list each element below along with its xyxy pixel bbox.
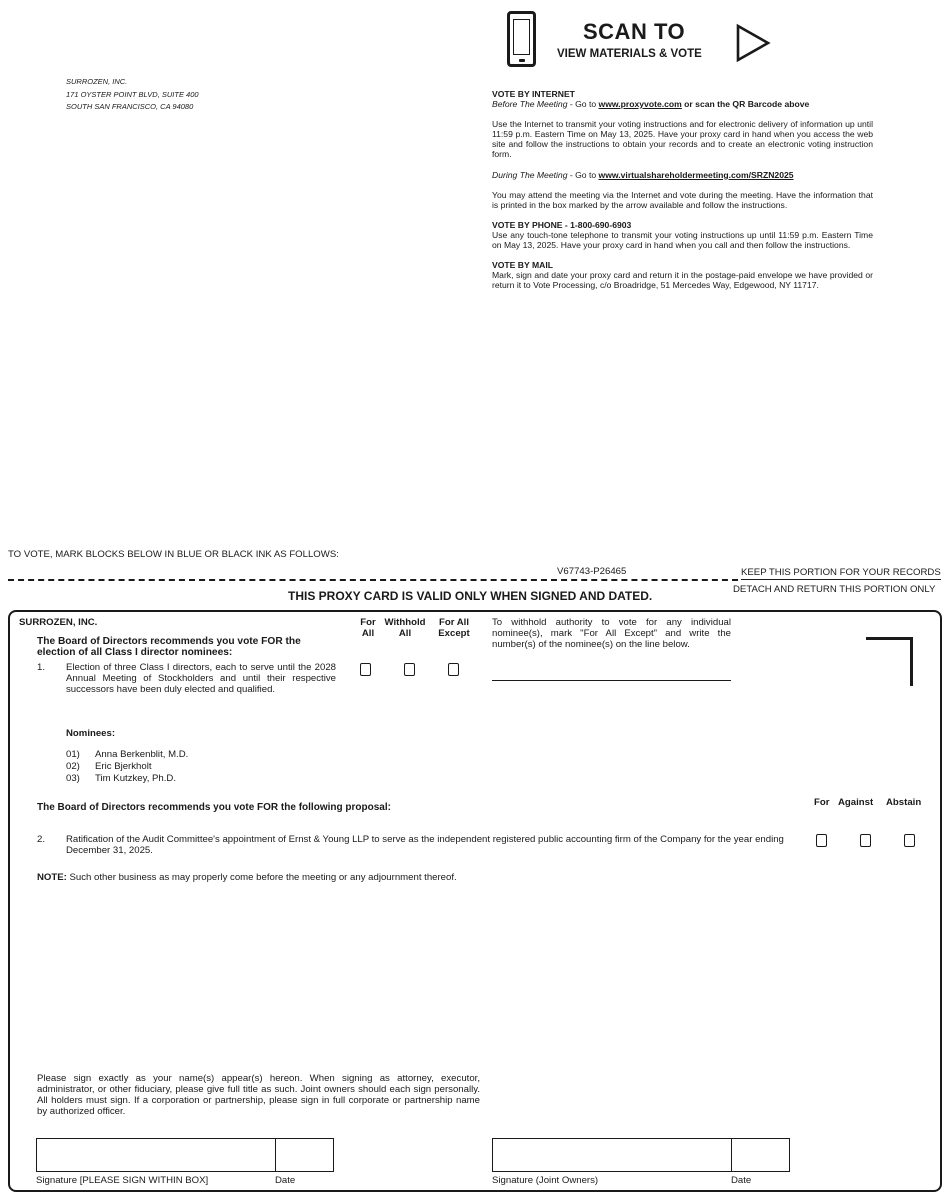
joint-date-box[interactable] — [731, 1138, 790, 1172]
nominee-name: Tim Kutzkey, Ph.D. — [95, 773, 177, 784]
nominee-number: 03) — [66, 773, 80, 784]
nominee-number: 02) — [66, 761, 80, 772]
date-box[interactable] — [275, 1138, 334, 1172]
item2-text: Ratification of the Audit Committee's appointment of Ernst & Young LLP to serve as the independent registered public accounting firm of the Company for the year ending December 31, 2025. — [66, 834, 784, 856]
checkbox-for-all-except[interactable] — [448, 663, 459, 676]
keep-portion-label: KEEP THIS PORTION FOR YOUR RECORDS — [741, 567, 941, 578]
signature-label: Signature [PLEASE SIGN WITHIN BOX] — [36, 1175, 209, 1186]
return-street: 171 OYSTER POINT BLVD, SUITE 400 — [66, 89, 199, 99]
checkbox-for-all[interactable] — [360, 663, 371, 676]
nominee-number-line[interactable] — [492, 680, 731, 681]
col-for-all: For All — [360, 617, 376, 639]
nominees-heading: Nominees: — [66, 728, 116, 739]
before-label: Before The Meeting — [492, 99, 568, 110]
note — [37, 872, 457, 883]
to-vote-instruction: TO VOTE, MARK BLOCKS BELOW IN BLUE OR BLACK INK AS FOLLOWS: — [8, 549, 339, 560]
col-abstain: Abstain — [886, 797, 922, 808]
checkbox-for[interactable] — [816, 834, 827, 847]
nominee-number: 01) — [66, 749, 80, 760]
nominee-name: Eric Bjerkholt — [95, 761, 152, 772]
mail-body: Mark, sign and date your proxy card and return it in the postage-paid envelope we have provided or return it to Vote Processing, c/o Broadridge, 51 Mercedes Way, Edgewood, NY 11717. — [492, 270, 873, 291]
col-against: Against — [838, 797, 874, 808]
item1-number: 1. — [37, 662, 46, 673]
checkbox-abstain[interactable] — [904, 834, 915, 847]
mail-heading: VOTE BY MAIL — [492, 260, 553, 271]
card-company: SURROZEN, INC. — [19, 617, 98, 628]
joint-signature-box[interactable] — [492, 1138, 732, 1172]
sign-instructions: Please sign exactly as your name(s) appear(s) hereon. When signing as attorney, executor, administrator, or other fiduciary, please give full title as such. Joint owners should each sign personally. All holders must sign. If a corporation or partnership, please sign in full corporate or partnership name by authorized officer. — [37, 1073, 480, 1117]
before-text-1: - Go to — [567, 99, 599, 110]
corner-mark — [866, 637, 913, 686]
before-text-2: or scan the QR Barcode above — [681, 99, 810, 110]
return-address — [66, 76, 199, 114]
proxyvote-link[interactable]: www.proxyvote.com — [598, 99, 682, 110]
detach-label: DETACH AND RETURN THIS PORTION ONLY — [733, 584, 936, 595]
withhold-instructions: To withhold authority to vote for any individual nominee(s), mark "For All Except" and write the number(s) of the nominee(s) on the line below. — [492, 617, 731, 650]
checkbox-against[interactable] — [860, 834, 871, 847]
during-body: You may attend the meeting via the Internet and vote during the meeting. Have the information that is printed in the box marked by the arrow available and follow the instructions. — [492, 189, 873, 210]
note-label: NOTE: — [37, 872, 67, 883]
internet-heading: VOTE BY INTERNET — [492, 89, 575, 99]
item2-number: 2. — [37, 834, 46, 845]
scan-banner — [505, 9, 775, 73]
recommendation-1: The Board of Directors recommends you vote FOR the election of all Class I director nominees: — [37, 636, 301, 658]
return-city: SOUTH SAN FRANCISCO, CA 94080 — [66, 102, 194, 112]
item1-text: Election of three Class I directors, each to serve until the 2028 Annual Meeting of Stockholders and until their respective successors have been duly elected and qualified. — [66, 662, 336, 695]
phone-body: Use any touch-tone telephone to transmit your voting instructions up until 11:59 p.m. Eastern Time on May 13, 2025. Have your proxy card in hand when you call and then follow the instructions. — [492, 229, 873, 251]
recommendation-2: The Board of Directors recommends you vote FOR the following proposal: — [37, 802, 391, 813]
joint-date-label: Date — [731, 1175, 752, 1186]
control-number: V67743-P26465 — [557, 566, 627, 577]
voting-instructions — [492, 89, 873, 290]
return-company: SURROZEN, INC. — [66, 77, 128, 86]
during-meeting-line — [492, 170, 873, 180]
col-for: For — [814, 797, 830, 808]
tear-line — [8, 579, 738, 581]
col-withhold-all: Withhold All — [384, 617, 426, 639]
before-meeting-line — [492, 99, 873, 109]
virtual-meeting-link[interactable]: www.virtualshareholdermeeting.com/SRZN2025 — [598, 169, 794, 180]
signature-box[interactable] — [36, 1138, 276, 1172]
checkbox-withhold-all[interactable] — [404, 663, 415, 676]
valid-notice: THIS PROXY CARD IS VALID ONLY WHEN SIGNED AND DATED. — [288, 589, 653, 603]
during-text: - Go to — [567, 169, 599, 180]
nominee-name: Anna Berkenblit, M.D. — [95, 749, 189, 760]
date-label: Date — [275, 1175, 296, 1186]
scan-title: SCAN TO — [583, 19, 686, 44]
internet-body: Use the Internet to transmit your voting instructions and for electronic delivery of information up until 11:59 p.m. Eastern Time on May 13, 2025. Have your proxy card in hand when you access the web site and follow the instructions to obtain your records and to create an electronic voting instruction form. — [492, 119, 873, 160]
note-text: Such other business as may properly come before the meeting or any adjournment thereof. — [66, 872, 457, 883]
scan-subtitle: VIEW MATERIALS & VOTE — [557, 48, 702, 60]
joint-signature-label: Signature (Joint Owners) — [492, 1175, 599, 1186]
phone-heading: VOTE BY PHONE - 1-800-690-6903 — [492, 219, 632, 230]
phone-icon — [507, 11, 536, 67]
col-for-all-except: For All Except — [438, 617, 470, 639]
arrow-icon — [735, 23, 771, 63]
during-label: During The Meeting — [492, 169, 568, 180]
